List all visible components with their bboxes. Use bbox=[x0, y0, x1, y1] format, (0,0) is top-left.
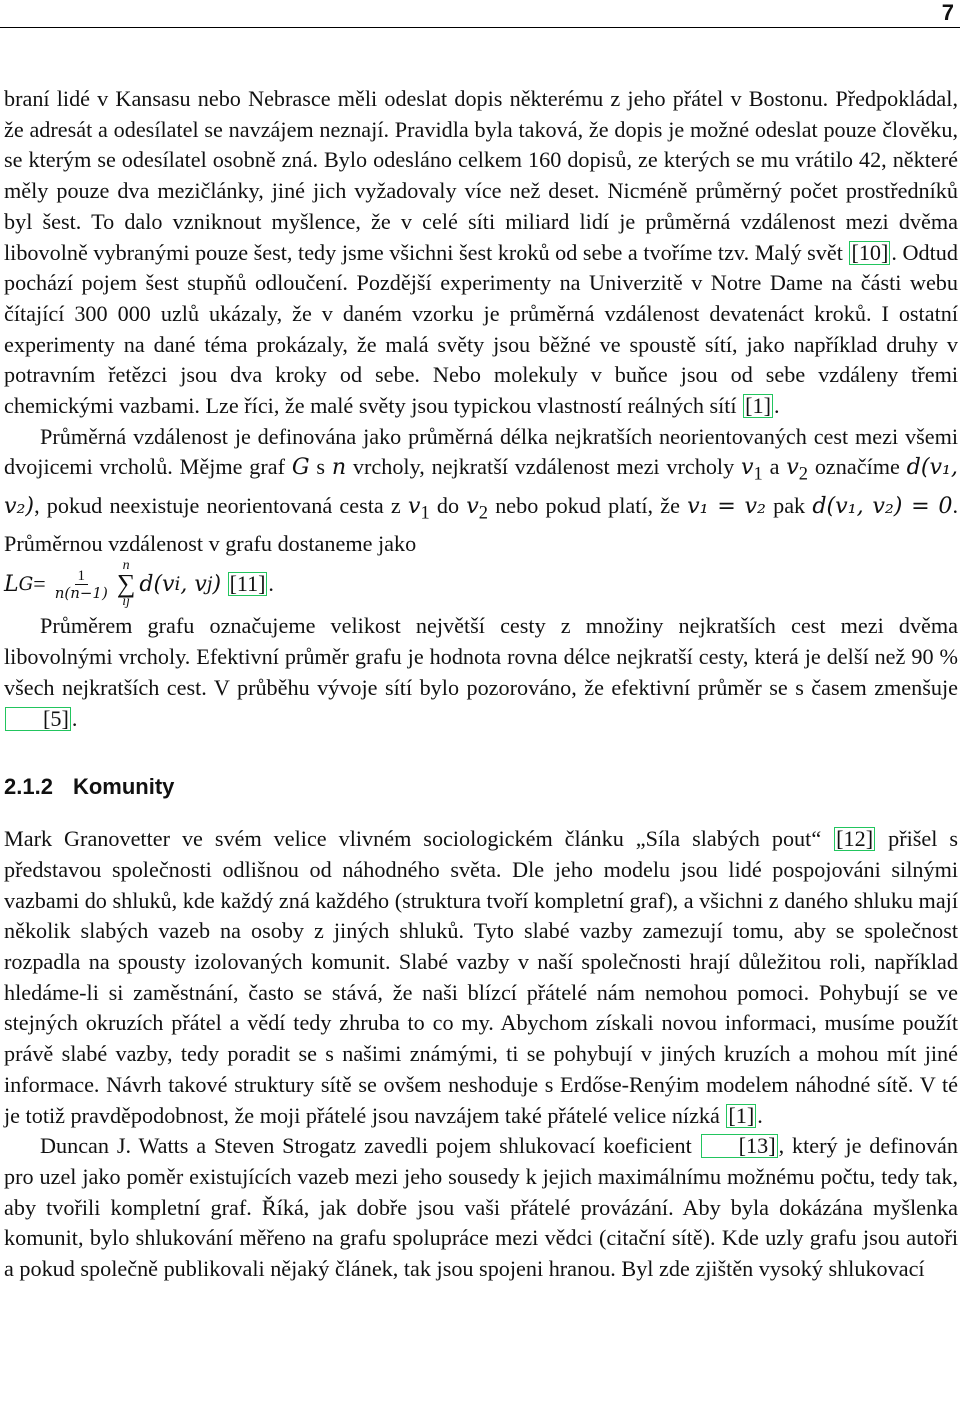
fraction bbox=[52, 568, 111, 601]
math-symbol: n bbox=[331, 454, 347, 481]
paragraph-text: označíme bbox=[808, 454, 907, 480]
paragraph-text: Duncan J. Watts a Steven Strogatz zavedli pojem shlukovací koeficient bbox=[40, 1133, 692, 1159]
paragraph-text: . Odtud pochází pojem šest stupňů odloučení. Pozdější experimenty na Univerzitě v Notre Dame na části webu čítající 300 000 uzlů ukázaly, že v daném vzorku je průměrná vzdálenost devatenáct kroků. I ostatní experimenty na dané téma prokázaly, že malá světy jsou běžné ve spoustě sítí, jako například druhy v potravním řetězci jsou dva kroky od sebe. Nebo molekuly v buňce jsou od sebe vzdáleny třemi chemickými vazbami. Lze říci, že malé světy jsou typickou vlastností reálných sítí bbox=[4, 239, 958, 419]
math-symbol: G bbox=[291, 454, 310, 481]
paragraph-text: , který je definován pro uzel jako poměr existujících vazeb mezi jeho sousedy k jejich maximálnímu možnému počtu, tedy tak, aby tvořili kompletní graf. Říká, jak dobře jsou vaši přátelé provázání. Aby byla dokázána myšlenka komunit, bylo shlukování měřeno na grafu spolupráce mezi vědci (citační sítě). Kde uzly grafu jsou autoři a pokud společně publikovali nějaký článek, tak jsou spojeni hranou. Byl zde zjištěn vysoký shlukovací bbox=[4, 1133, 958, 1282]
header-rule bbox=[0, 27, 960, 28]
math-symbol: v bbox=[740, 454, 754, 481]
paragraph-text: , pokud neexistuje neorientovaná cesta z bbox=[34, 492, 408, 518]
citation-link[interactable]: [13] bbox=[701, 1134, 778, 1158]
math-symbol: v bbox=[466, 492, 479, 519]
citation-link[interactable]: [11] bbox=[229, 571, 266, 597]
sum-lower-limit: ij bbox=[122, 594, 130, 610]
math-subscript: 1 bbox=[753, 464, 763, 485]
paragraph-average-distance bbox=[4, 422, 958, 560]
paragraph-text: . Průměrnou vzdálenost v grafu dostaneme jako bbox=[4, 492, 959, 556]
math-expression: d(v₁, v₂) = 0 bbox=[812, 492, 953, 519]
math-subscript: 1 bbox=[420, 503, 430, 524]
fraction-numerator: 1 bbox=[75, 568, 89, 585]
fraction-denominator: n(n−1) bbox=[54, 583, 108, 602]
paragraph-text: s bbox=[309, 454, 332, 480]
citation-link[interactable]: [1] bbox=[745, 393, 772, 419]
page-number: 7 bbox=[941, 0, 954, 25]
math-expression: d(v bbox=[139, 571, 175, 597]
section-title: Komunity bbox=[72, 774, 175, 800]
page-body bbox=[4, 84, 958, 1285]
paragraph-text: nebo pokud platí, že bbox=[488, 492, 688, 518]
paragraph-text: . bbox=[268, 571, 274, 597]
math-subscript: i bbox=[174, 573, 181, 595]
paragraph-graph-diameter: Průměrem grafu označujeme velikost největší cesty z množiny nejkratších cest mezi dvěma libovolnými vrcholy. Efektivní průměr grafu je hodnota rovna délce nejkratší cesty, která je delší než 90 % všech nejkratších cest. V průběhu vývoje sítí bylo pozorováno, že efektivní průměr se s časem zmenšuje [5] . bbox=[4, 613, 958, 731]
paragraph-text: vrcholy, nejkratší vzdálenost mezi vrcholy bbox=[346, 454, 741, 480]
section-heading bbox=[4, 774, 958, 800]
paragraph-text: Průměrná vzdálenost je definována jako průměrná délka nejkratších neorientovaných cest mezi všemi dvojicemi vrcholů. Mějme graf bbox=[4, 423, 958, 480]
math-operator: = bbox=[33, 571, 46, 597]
math-expression: v₁ = v₂ bbox=[687, 492, 766, 519]
citation-link[interactable]: [5] bbox=[5, 707, 71, 731]
paragraph-watts-strogatz bbox=[4, 1131, 958, 1285]
paragraph-text: braní lidé v Kansasu nebo Nebrasce měli odeslat dopis některému z jeho přátel v Bostonu. Předpokládal, že adresát a odesílatel se navzájem neznají. Pravidla byla taková, že dopis je možné odeslat pouze člověku, se kterým se odesílatel osobně zná. Bylo odesláno celkem 160 dopisů, ze kterých se mu vrátilo 42, některé měly pouze dva mezičlánky, jiné jich vyžadovaly více než deset. Nicméně průměrný počet prostředníků byl šest. To dalo vzniknout myšlence, že v celé síti miliard lidí je průměrná vzdálenost mezi dvěma libovolně vybranými pouze šest, tedy jsme všichni šest kroků od sebe a tvoříme tzv. Malý svět bbox=[4, 86, 958, 265]
citation-link[interactable]: [12] bbox=[836, 826, 874, 852]
paragraph-text: a bbox=[762, 454, 787, 480]
sum-icon: ∑ bbox=[116, 569, 136, 599]
citation-link[interactable]: [10] bbox=[851, 239, 889, 265]
sum-upper-limit: n bbox=[122, 558, 130, 574]
summation bbox=[117, 559, 136, 609]
citation-link[interactable]: [1] bbox=[728, 1102, 755, 1128]
math-expression: ) bbox=[212, 571, 222, 597]
paragraph-text: Mark Granovetter ve svém velice vlivném sociologickém článku „Síla slabých pout“ bbox=[4, 826, 822, 852]
math-subscript: 2 bbox=[478, 503, 489, 524]
math-expression: , v bbox=[180, 571, 207, 597]
paragraph-text: přišel s představou společnosti odlišnou od náhodného světa. Dle jeho modelu jsou lidé pospojováni silnými vazbami do shluků, kde každý zná každého (struktura tvoří kompletní graf), a všichni z daného shluku mají několik slabých vazeb na osoby z jiných shluků. Tyto slabé vazby zamezují tomu, aby se společnost rozpadla na spousty izolovaných komunit. Slabé vazby v naší společnosti hrají důležitou roli, například hledáme-li si zaměstnání, často se stává, že naši blízcí přátelé nám nemohou pomoci. Pohybují se ve stejných okruzích přátel a vědí tedy zhruba to co my. Abychom získali novou informaci, musíme použít právě slabé vazby, tedy poradit se s našimi známými, ti se pohybují v jiných kruzích a mohou mít jiné informace. Návrh takové struktury sítě se ovšem neshoduje s Erdőse-Renýim modelem náhodné sítě. V té je totiž pravděpodobnost, že moji přátelé jsou navzájem také přátelé velice nízká bbox=[4, 826, 958, 1128]
paragraph-small-world: braní lidé v Kansasu nebo Nebrasce měli odeslat dopis některému z jeho přátel v Bostonu. Předpokládal, že adresát a odesílatel se navzájem neznají. Pravidla byla taková, že dopis je možné odeslat pouze člověku, se kterým se odesílatel osobně zná. Bylo odesláno celkem 160 dopisů, ze kterých se mu vrátilo 42, některé měly pouze dva mezičlánky, jiné jich vyžadovaly více než deset. Nicméně průměrný počet prostředníků byl šest. To dalo vzniknout myšlence, že v celé síti miliard lidí je průměrná vzdálenost mezi dvěma libovolně vybranými pouze šest, tedy jsme všichni šest kroků od sebe a tvoříme tzv. Malý svět [10] . Odtud pochází pojem šest stupňů odloučení. Pozdější experimenty na Univerzitě v Notre Dame na části webu čítající 300 000 uzlů ukázaly, že v daném vzorku je průměrná vzdálenost devatenáct kroků. I ostatní experimenty na dané téma prokázaly, že malá světy jsou běžné ve spoustě sítí, jako například druhy v potravním řetězci jsou dva kroky od sebe. Nebo molekuly v buňce jsou od sebe vzdáleny třemi chemickými vazbami. Lze říci, že malé světy jsou typickou vlastností reálných sítí [1] . bbox=[4, 86, 958, 419]
paragraph-text: pak bbox=[765, 492, 813, 518]
formula-average-distance bbox=[4, 558, 958, 610]
paragraph-granovetter: Mark Granovetter ve svém velice vlivném sociologickém článku „Síla slabých pout“ [12] přišel s představou společnosti odlišnou od náhodného světa. Dle jeho modelu jsou lidé pospojováni silnými vazbami do shluků, kde každý zná každého (struktura tvoří kompletní graf), a všichni z daného shluku mají několik slabých vazeb na osoby z jiných shluků. Tyto slabé vazby zamezují tomu, aby se společnost rozpadla na spousty izolovaných komunit. Slabé vazby v naší společnosti hrají důležitou roli, například hledáme-li si zaměstnání, často se stává, že naši blízcí přátelé nám nemohou pomoci. Pohybují se ve stejných okruzích přátel a vědí tedy zhruba to co my. Abychom získali novou informaci, musíme použít právě slabé vazby, tedy poradit se s našimi známými, ti se pohybují v jiných kruzích a mohou mít jiné informace. Návrh takové struktury sítě se ovšem neshoduje s Erdőse-Renýim modelem náhodné sítě. V té je totiž pravděpodobnost, že moji přátelé jsou navzájem také přátelé velice nízká [1] . bbox=[4, 826, 958, 1128]
section-number: 2.1.2 bbox=[4, 774, 53, 800]
paragraph-text: Průměrem grafu označujeme velikost největší cesty z množiny nejkratších cest mezi dvěma libovolnými vrcholy. Efektivní průměr grafu je hodnota rovna délce nejkratší cesty, která je delší než 90 % všech nejkratších cest. V průběhu vývoje sítí bylo pozorováno, že efektivní průměr se s časem zmenšuje bbox=[4, 613, 958, 700]
math-symbol: v bbox=[407, 492, 421, 519]
math-subscript: G bbox=[18, 573, 34, 595]
math-subscript: j bbox=[206, 573, 213, 595]
math-symbol: v bbox=[786, 454, 799, 481]
paragraph-text: do bbox=[429, 492, 467, 518]
math-symbol: L bbox=[4, 571, 19, 597]
math-subscript: 2 bbox=[798, 464, 809, 485]
math-expression: d(v₁, v₂) bbox=[4, 454, 958, 519]
